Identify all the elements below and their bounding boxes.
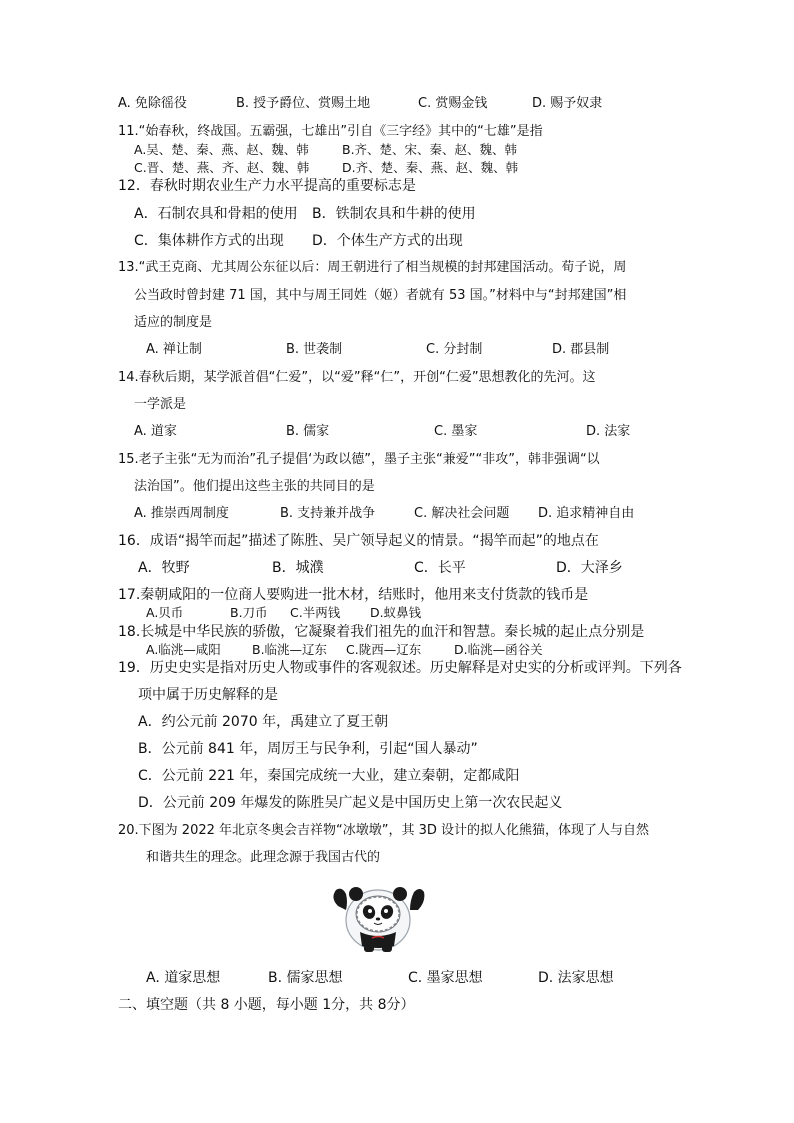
q17-stem: 17.秦朝咸阳的一位商人要购进一批木材，结账时，他用来支付货款的钱币是: [118, 587, 589, 603]
q19-option-b[interactable]: B．公元前 841 年，周厉王与民争利，引起“国人暴动”: [138, 741, 478, 757]
q16-option-a[interactable]: A．牧野: [138, 560, 190, 576]
q13-option-c[interactable]: C. 分封制: [426, 342, 483, 357]
q18-option-c[interactable]: C.陇西—辽东: [346, 642, 422, 657]
q12-option-c[interactable]: C．集体耕作方式的出现: [134, 233, 284, 249]
q14-stem-line1: 14.春秋后期，某学派首倡“仁爱”，以“爱”释“仁”，开创“仁爱”思想教化的先河。这: [118, 370, 596, 385]
q18-option-b[interactable]: B.临洮—辽东: [252, 642, 328, 657]
q11-option-d[interactable]: D.齐、楚、秦、燕、赵、魏、韩: [342, 160, 519, 175]
q15-option-b[interactable]: B. 支持兼并战争: [280, 506, 376, 521]
q17-option-b[interactable]: B.刀币: [230, 605, 268, 620]
q14-stem-line2: 一学派是: [134, 397, 187, 412]
q19-option-d[interactable]: D．公元前 209 年爆发的陈胜吴广起义是中国历史上第一次农民起义: [138, 795, 563, 811]
q20-option-d[interactable]: D. 法家思想: [538, 970, 614, 986]
q13-option-b[interactable]: B. 世袭制: [286, 342, 343, 357]
q13-stem-line3: 适应的制度是: [134, 315, 213, 330]
q13-stem-line1: 13.“武王克商、尤其周公东征以后：周王朝进行了相当规模的封邦建国活动。荀子说，周: [118, 260, 627, 275]
q19-stem-line1: 19．历史史实是指对历史人物或事件的客观叙述。历史解释是对史实的分析或评判。下列各: [118, 660, 682, 676]
q17-option-a[interactable]: A.贝币: [146, 605, 184, 620]
q10-option-b[interactable]: B. 授予爵位、赏赐土地: [236, 96, 371, 111]
q13-stem-line2: 公当政时曾封建 71 国，其中与周王同姓（姬）者就有 53 国。”材料中与“封邦建国”相: [134, 288, 627, 303]
q11-stem: 11.“始春秋，终战国。五霸强，七雄出”引自《三字经》其中的“七雄”是指: [118, 124, 543, 139]
q12-stem: 12．春秋时期农业生产力水平提高的重要标志是: [118, 178, 416, 194]
q12-option-d[interactable]: D．个体生产方式的出现: [312, 233, 463, 249]
q14-option-a[interactable]: A. 道家: [134, 424, 177, 439]
q14-option-c[interactable]: C. 墨家: [434, 424, 478, 439]
q16-option-c[interactable]: C．长平: [414, 560, 466, 576]
q17-option-d[interactable]: D.蚁鼻钱: [370, 605, 422, 620]
q19-option-c[interactable]: C．公元前 221 年，秦国完成统一大业，建立秦朝，定都咸阳: [138, 768, 520, 784]
q15-option-a[interactable]: A. 推崇西周制度: [134, 506, 229, 521]
q13-option-a[interactable]: A. 禅让制: [146, 342, 202, 357]
q20-stem-line2: 和谐共生的理念。此理念源于我国古代的: [146, 850, 381, 865]
q16-option-b[interactable]: B．城濮: [272, 560, 324, 576]
q15-option-c[interactable]: C. 解决社会问题: [414, 506, 510, 521]
q20-stem-line1: 20.下图为 2022 年北京冬奥会吉祥物“冰墩墩”，其 3D 设计的拟人化熊猫，体现了人与自然: [118, 823, 650, 838]
q19-option-a[interactable]: A．约公元前 2070 年，禹建立了夏王朝: [138, 714, 389, 730]
q10-option-a[interactable]: A. 免除徭役: [118, 96, 187, 111]
q15-stem-line1: 15.老子主张“无为而治”孔子提倡‘为政以德”，墨子主张“兼爱”“非攻”，韩非强调“以: [118, 452, 600, 467]
q13-option-d[interactable]: D. 郡县制: [552, 342, 610, 357]
panda-mascot-image: [326, 880, 430, 954]
q18-option-a[interactable]: A.临洮—咸阳: [146, 642, 221, 657]
q14-option-d[interactable]: D. 法家: [586, 424, 631, 439]
q15-stem-line2: 法治国”。他们提出这些主张的共同目的是: [134, 479, 375, 494]
q10-option-d[interactable]: D. 赐予奴隶: [532, 96, 603, 111]
q16-stem: 16．成语“揭竿而起”描述了陈胜、吴广领导起义的情景。“揭竿而起”的地点在: [118, 533, 599, 549]
q11-option-a[interactable]: A.吴、楚、秦、燕、赵、魏、韩: [134, 142, 309, 157]
q17-option-c[interactable]: C.半两钱: [290, 605, 341, 620]
q19-stem-line2: 项中属于历史解释的是: [138, 687, 278, 703]
q18-option-d[interactable]: D.临洮—函谷关: [454, 642, 543, 657]
q10-option-c[interactable]: C. 赏赐金钱: [418, 96, 488, 111]
q14-option-b[interactable]: B. 儒家: [286, 424, 330, 439]
q20-option-b[interactable]: B. 儒家思想: [268, 970, 343, 986]
q15-option-d[interactable]: D. 追求精神自由: [538, 506, 635, 521]
q12-option-a[interactable]: A．石制农具和骨耜的使用: [134, 206, 298, 222]
q11-option-b[interactable]: B.齐、楚、宋、秦、赵、魏、韩: [342, 142, 518, 157]
q12-option-b[interactable]: B．铁制农具和牛耕的使用: [312, 206, 476, 222]
q20-option-a[interactable]: A. 道家思想: [146, 970, 221, 986]
q18-stem: 18.长城是中华民族的骄傲，它凝聚着我们祖先的血汗和智慧。秦长城的起止点分别是: [118, 624, 645, 640]
q16-option-d[interactable]: D．大泽乡: [556, 560, 623, 576]
q11-option-c[interactable]: C.晋、楚、燕、齐、赵、魏、韩: [134, 160, 310, 175]
q20-option-c[interactable]: C. 墨家思想: [408, 970, 483, 986]
section-2-title: 二、填空题（共 8 小题，每小题 1分，共 8分）: [118, 997, 415, 1013]
